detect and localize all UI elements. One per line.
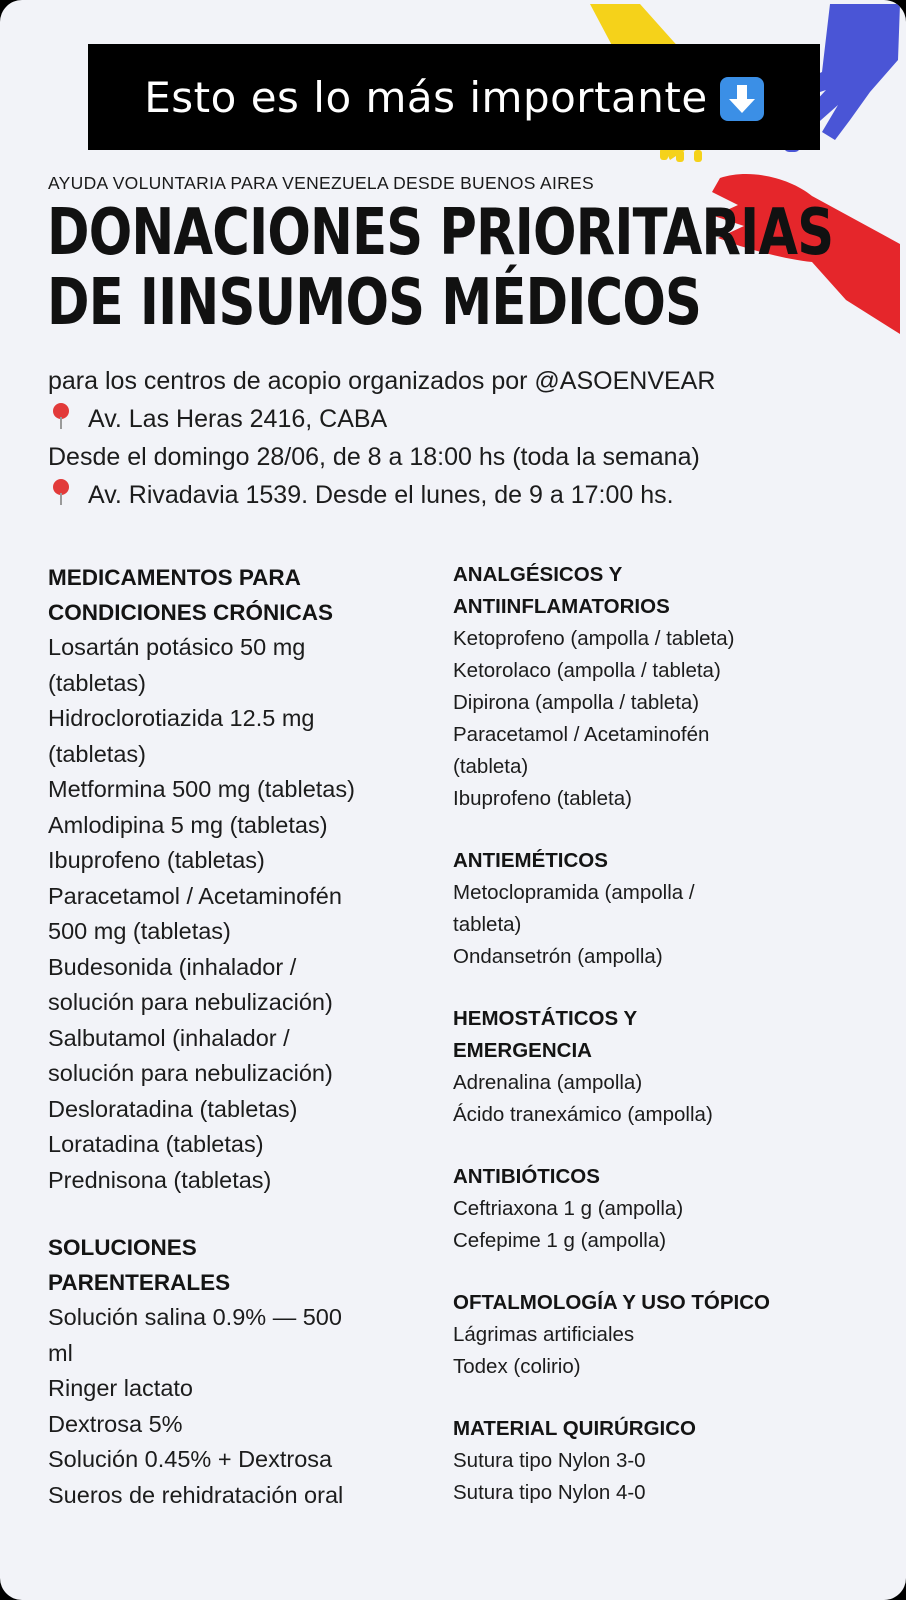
med-item: Metformina 500 mg (tabletas) <box>48 776 355 802</box>
section-title-line: MATERIAL QUIRÚRGICO <box>453 1417 696 1440</box>
med-item: Ketorolaco (ampolla / tableta) <box>453 659 721 682</box>
section-title <box>453 1161 873 1193</box>
med-section <box>453 845 873 973</box>
headline-line-1: DONACIONES PRIORITARIAS <box>47 196 834 270</box>
med-item: Solución 0.45% + Dextrosa <box>48 1446 333 1472</box>
med-item: (tabletas) <box>48 669 146 696</box>
schedule-line: Desde el domingo 28/06, de 8 a 18:00 hs (toda la semana) <box>48 443 700 471</box>
address-line-1 <box>48 400 888 438</box>
med-item: Ibuprofeno (tabletas) <box>48 847 265 873</box>
med-section <box>453 1287 873 1383</box>
headline <box>47 198 833 338</box>
section-title-line: MEDICAMENTOS PARA <box>48 565 301 590</box>
section-title <box>453 1287 873 1319</box>
med-item: Todex (colirio) <box>453 1355 581 1378</box>
med-item: solución para nebulización) <box>48 989 333 1015</box>
med-item: Sueros de rehidratación oral <box>48 1481 344 1508</box>
med-item: 500 mg (tabletas) <box>48 918 231 944</box>
headline-line-2: DE IINSUMOS MÉDICOS <box>47 266 702 340</box>
pushpin-icon <box>48 401 74 431</box>
section-title <box>48 1230 428 1300</box>
med-item: Amlodipina 5 mg (tabletas) <box>48 811 328 838</box>
med-item: Loratadina (tabletas) <box>48 1131 264 1157</box>
med-item: Metoclopramida (ampolla / <box>453 881 695 904</box>
med-item: Ringer lactato <box>48 1375 193 1401</box>
section-title-line: ANTIBIÓTICOS <box>453 1165 600 1188</box>
section-title-line: SOLUCIONES <box>48 1235 197 1260</box>
section-title-line: EMERGENCIA <box>453 1039 592 1062</box>
section-title <box>453 1413 873 1445</box>
section-title <box>453 559 873 623</box>
med-item: Paracetamol / Acetaminofén <box>453 723 710 746</box>
med-item: Sutura tipo Nylon 3-0 <box>453 1449 646 1472</box>
med-item: Dipirona (ampolla / tableta) <box>453 691 700 714</box>
med-item: Ácido tranexámico (ampolla) <box>453 1103 713 1126</box>
med-section <box>453 1413 873 1509</box>
med-section <box>48 1230 428 1513</box>
med-item: Lágrimas artificiales <box>453 1323 635 1346</box>
section-title-line: CONDICIONES CRÓNICAS <box>48 600 334 625</box>
section-title-line: PARENTERALES <box>48 1270 231 1295</box>
med-item: Ondansetrón (ampolla) <box>453 945 663 968</box>
kicker-text: AYUDA VOLUNTARIA PARA VENEZUELA DESDE BUENOS AIRES <box>48 173 594 193</box>
med-item: (tableta) <box>453 755 529 778</box>
med-section <box>453 559 873 815</box>
down-arrow-icon <box>720 77 764 121</box>
med-item: Ceftriaxona 1 g (ampolla) <box>453 1197 684 1220</box>
intro-line: para los centros de acopio organizados por @ASOENVEAR <box>48 367 716 395</box>
med-item: Adrenalina (ampolla) <box>453 1071 643 1094</box>
med-item: Desloratadina (tabletas) <box>48 1095 298 1122</box>
pushpin-icon <box>48 477 74 507</box>
section-title-line: ANTIEMÉTICOS <box>453 849 608 872</box>
intro-block <box>48 362 888 514</box>
section-title-line: OFTALMOLOGÍA Y USO TÓPICO <box>453 1291 770 1314</box>
left-column <box>48 560 428 1513</box>
med-item: Dextrosa 5% <box>48 1410 183 1437</box>
address-2-text: Av. Rivadavia 1539. Desde el lunes, de 9 a 17:00 hs. <box>88 481 674 509</box>
section-title-line: ANALGÉSICOS Y <box>453 563 623 586</box>
med-item: solución para nebulización) <box>48 1060 333 1086</box>
section-title <box>48 560 428 630</box>
med-item: Salbutamol (inhalador / <box>48 1024 290 1051</box>
right-column <box>453 559 873 1509</box>
address-line-2 <box>48 476 888 514</box>
med-section <box>453 1161 873 1257</box>
med-item: (tabletas) <box>48 740 146 767</box>
med-item: Cefepime 1 g (ampolla) <box>453 1229 667 1252</box>
med-section <box>453 1003 873 1131</box>
section-title-line: ANTIINFLAMATORIOS <box>453 595 670 618</box>
address-1-text: Av. Las Heras 2416, CABA <box>88 405 388 433</box>
med-item: tableta) <box>453 913 522 936</box>
med-item: Ibuprofeno (tableta) <box>453 787 632 810</box>
med-section <box>48 560 428 1198</box>
med-item: Paracetamol / Acetaminofén <box>48 882 342 909</box>
sticker-text: Esto es lo más importante <box>144 72 708 122</box>
med-item: Losartán potásico 50 mg <box>48 634 306 660</box>
section-title <box>453 1003 873 1067</box>
med-item: Prednisona (tabletas) <box>48 1166 272 1193</box>
story-text-sticker <box>88 44 820 150</box>
section-title-line: HEMOSTÁTICOS Y <box>453 1007 638 1030</box>
med-item: Budesonida (inhalador / <box>48 953 297 980</box>
med-item: Solución salina 0.9% — 500 <box>48 1304 342 1330</box>
med-item: Hidroclorotiazida 12.5 mg <box>48 705 315 731</box>
med-item: Ketoprofeno (ampolla / tableta) <box>453 627 735 650</box>
section-title <box>453 845 873 877</box>
med-item: Sutura tipo Nylon 4-0 <box>453 1481 646 1504</box>
med-item: ml <box>48 1339 73 1366</box>
